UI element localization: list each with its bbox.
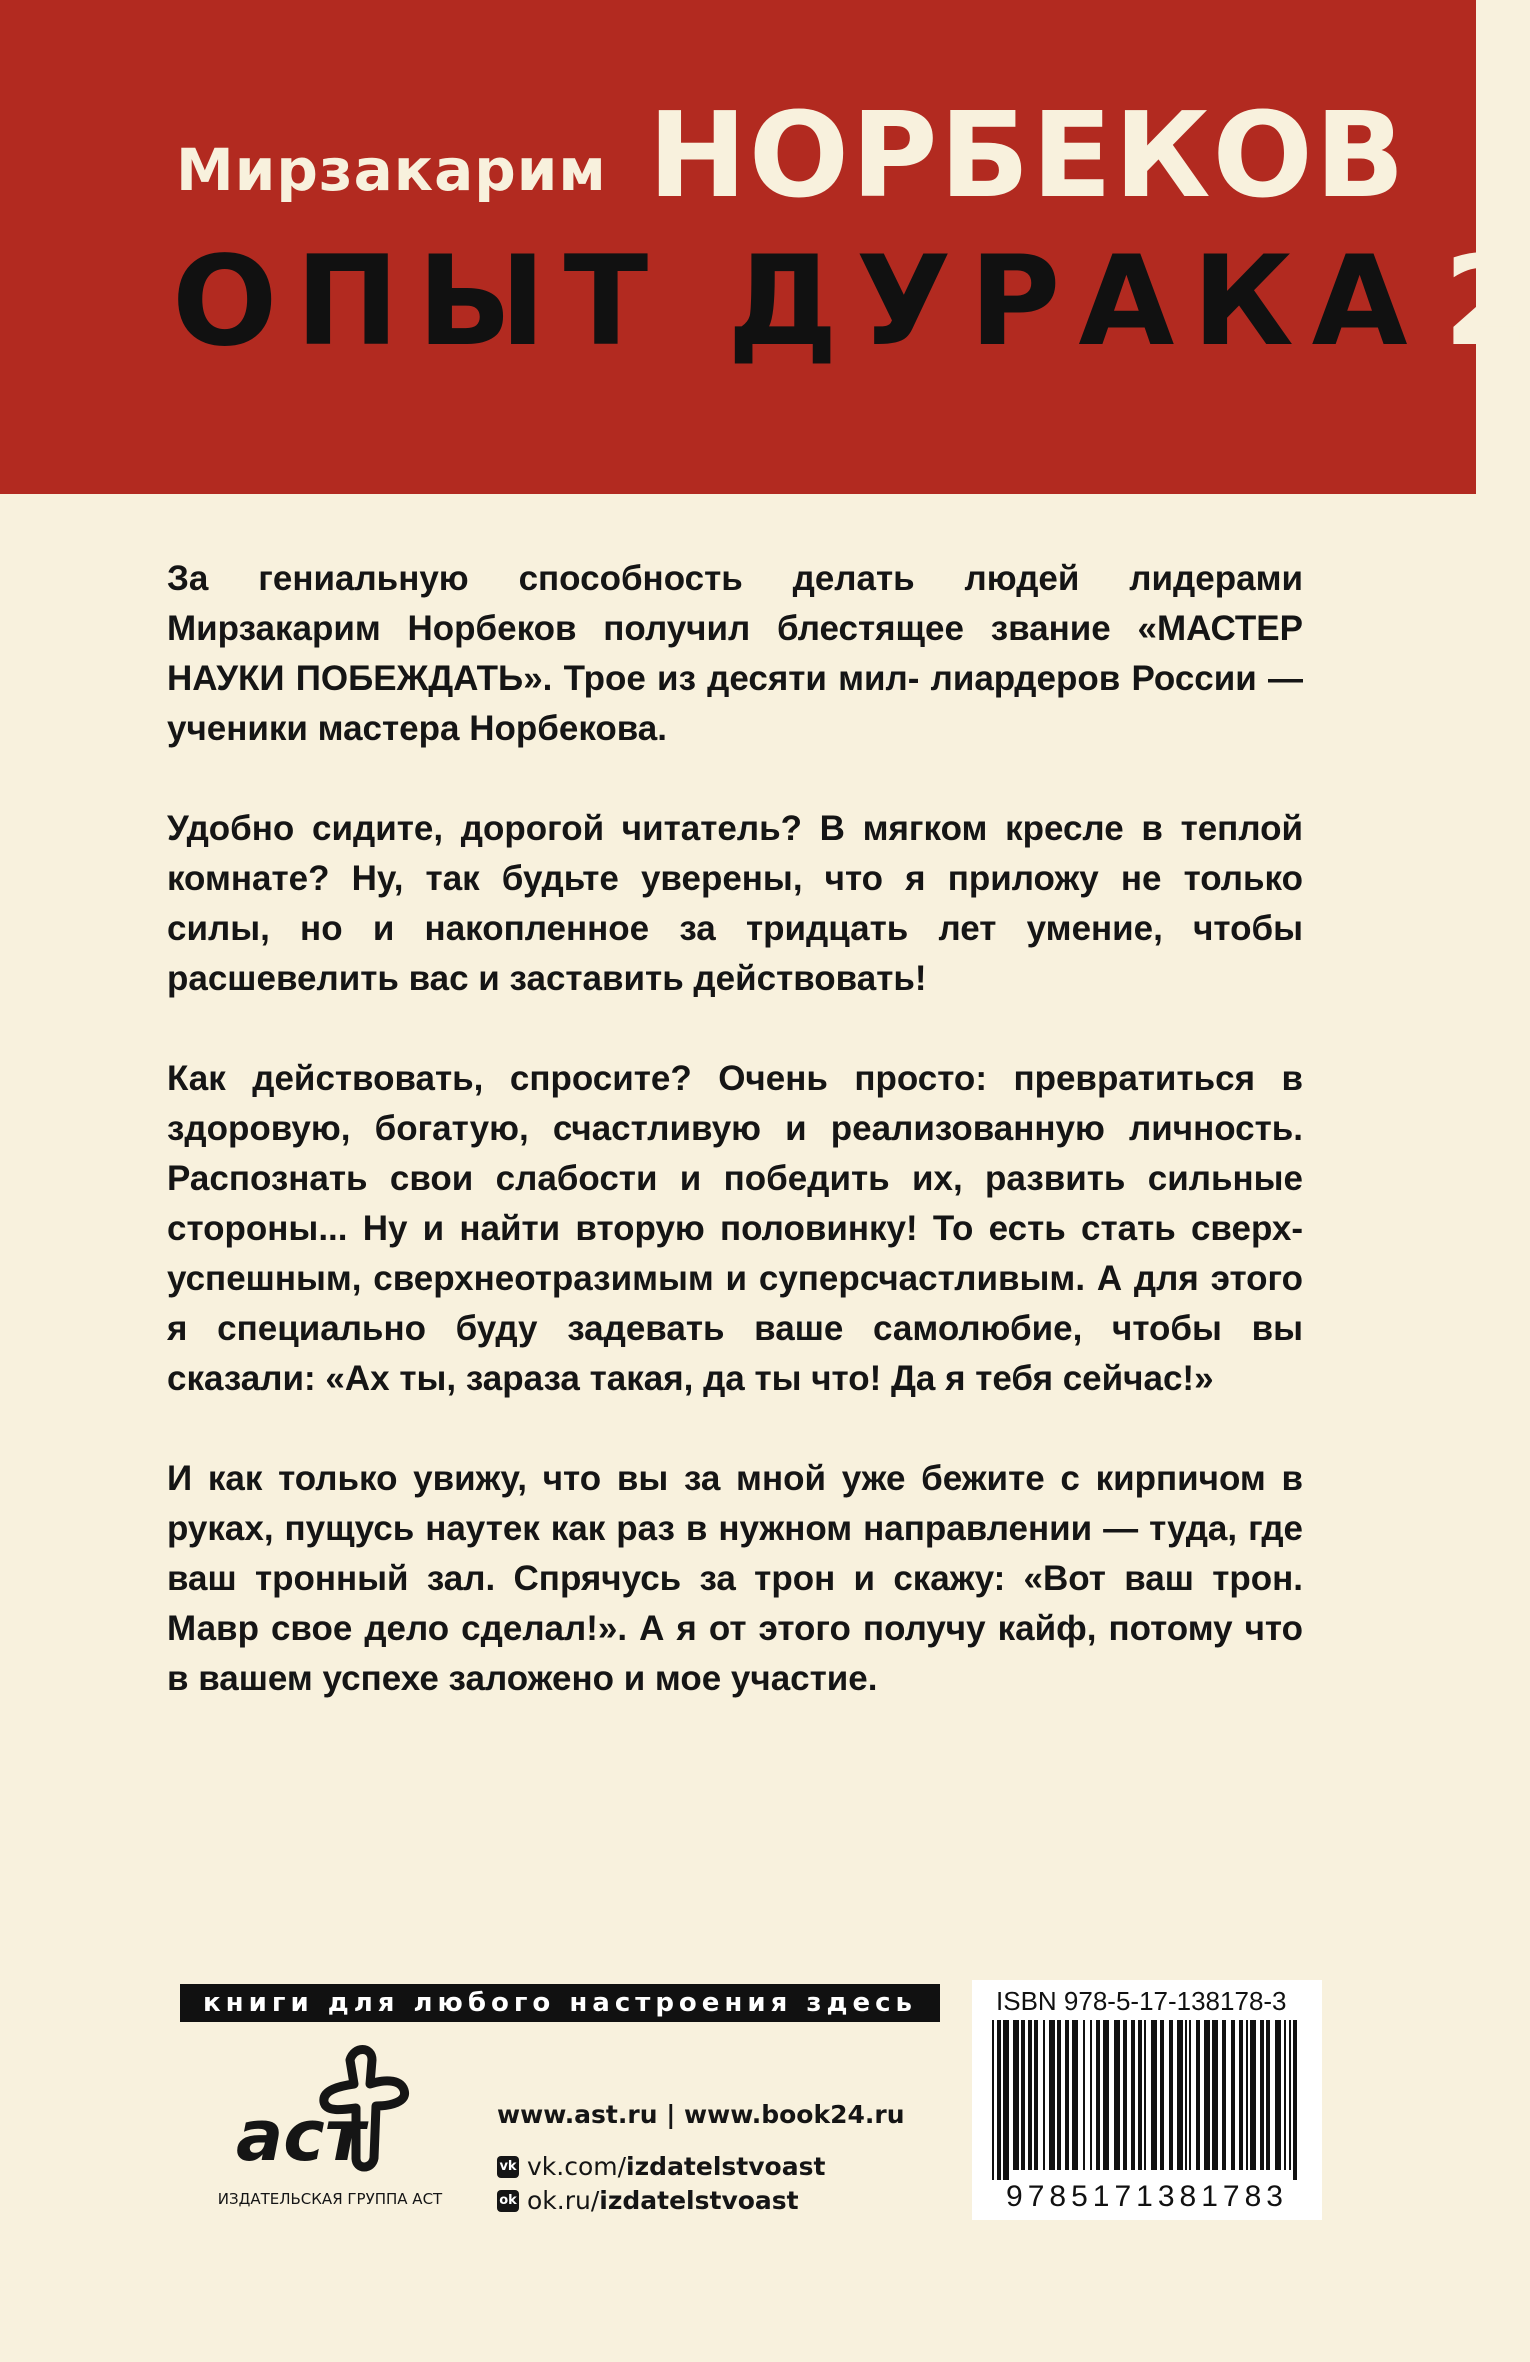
barcode-bar — [1239, 2020, 1243, 2170]
book-title — [172, 230, 1530, 374]
vk-prefix: vk.com/ — [527, 2152, 627, 2181]
barcode-bar — [1057, 2020, 1061, 2170]
barcode-bar — [997, 2020, 1001, 2180]
cover-header — [0, 0, 1530, 494]
barcode-bar — [1293, 2020, 1297, 2180]
barcode-bar — [1266, 2020, 1270, 2170]
barcode-bar — [1275, 2020, 1281, 2170]
barcode-bar — [1034, 2020, 1038, 2170]
barcode-bar — [1177, 2020, 1183, 2170]
paragraph: И как только увижу, что вы за мной уже бежите с кирпичом в руках, пущусь наутек как раз в нужном направлении — туда, где ваш тронный зал. Спрячусь за трон и скажу: «Вот ваш трон. Мавр свое дело сделал!». А я от этого получу кайф, потому что в вашем успехе заложено и мое участие. — [167, 1459, 1303, 1698]
barcode-bar — [1250, 2020, 1256, 2170]
barcode-bar — [1169, 2020, 1173, 2170]
barcode-bar — [1151, 2020, 1157, 2170]
websites[interactable]: www.ast.ru | www.book24.ru — [497, 2100, 905, 2129]
ok-icon: ok — [497, 2190, 519, 2212]
isbn-label: ISBN 978-5-17-138178-3 — [996, 1986, 1287, 2016]
barcode-box — [972, 1980, 1322, 2220]
ok-handle: izdatelstvoast — [599, 2186, 799, 2215]
publisher-name: ИЗДАТЕЛЬСКАЯ ГРУППА АСТ — [217, 2190, 443, 2208]
barcode-bar — [1114, 2020, 1120, 2170]
barcode-bar — [1144, 2020, 1146, 2170]
paragraph: За гениальную способность делать людей лидерами Мирзакарим Норбеков получил блестящее звание «МАСТЕР НАУКИ ПОБЕЖДАТЬ». Трое из десяти мил- лиардеров России — ученики мастера Норбекова. — [167, 559, 1303, 748]
paragraph: Как действовать, спросите? Очень просто: превратиться в здоровую, богатую, счастливую и реализованную личность. Распознать свои слабости и победить их, развить сильные стороны... Ну и найти вторую половинку! То есть стать сверхуспешным, сверхнеотразимым и суперсчастливым. А для этого я специально буду задевать ваше самолюбие, чтобы вы сказали: «Ах ты, зараза такая, да ты что! Да я тебя сейчас!» — [167, 1059, 1303, 1398]
author-last-name: НОРБЕКОВ — [648, 86, 1407, 224]
ok-prefix: ok.ru/ — [527, 2186, 600, 2215]
barcode-bar — [1043, 2020, 1045, 2170]
barcode-bar — [1284, 2020, 1286, 2170]
barcode-bar — [1189, 2020, 1191, 2170]
barcode-bar — [1049, 2020, 1055, 2170]
barcode-bar — [1083, 2020, 1085, 2170]
book-title-number: 2 — [1443, 230, 1530, 374]
paragraph: Удобно сидите, дорогой читатель? В мягком кресле в теплой комнате? Ну, так будьте уверены, что я приложу не только силы, но и накопленное за тридцать лет умение, чтобы расшевелить вас и заставить действовать! — [167, 809, 1303, 998]
barcode-bar — [1065, 2020, 1069, 2170]
author-first-name: Мирзакарим — [176, 136, 607, 204]
barcode-bar — [1260, 2020, 1264, 2170]
barcode-bar — [1138, 2020, 1142, 2170]
barcode-number: 9785171381783 — [1006, 2180, 1288, 2213]
barcode-bar — [1289, 2020, 1291, 2170]
barcode-bar — [1003, 2020, 1009, 2180]
barcode-bar — [1204, 2020, 1210, 2170]
barcode-bar — [1028, 2020, 1032, 2170]
ast-logo — [232, 2040, 422, 2180]
barcode-bar — [1072, 2020, 1078, 2170]
barcode-bar — [1131, 2020, 1135, 2170]
barcode-bar — [1196, 2020, 1200, 2170]
annotation-text — [167, 554, 1303, 1754]
barcode-bar — [992, 2020, 994, 2180]
barcode-bar — [1246, 2020, 1248, 2170]
barcode — [986, 2020, 1308, 2180]
logo-text: аст — [236, 2095, 366, 2177]
barcode-bar — [1123, 2020, 1127, 2170]
barcode-bar — [1021, 2020, 1025, 2170]
barcode-bar — [1160, 2020, 1164, 2170]
vk-icon: vk — [497, 2156, 519, 2178]
barcode-bar — [1222, 2020, 1226, 2170]
barcode-bar — [1096, 2020, 1100, 2170]
book-title-main: ОПЫТ ДУРАКА — [172, 230, 1426, 374]
vk-link[interactable] — [497, 2152, 825, 2181]
barcode-bar — [1212, 2020, 1218, 2170]
barcode-bar — [1013, 2020, 1019, 2170]
barcode-bar — [1103, 2020, 1109, 2170]
slogan-banner: книги для любого настроения здесь — [180, 1984, 940, 2022]
barcode-bar — [1185, 2020, 1187, 2170]
barcode-bar — [1231, 2020, 1235, 2170]
vk-handle: izdatelstvoast — [626, 2152, 826, 2181]
barcode-bar — [1090, 2020, 1092, 2170]
ok-link[interactable] — [497, 2186, 799, 2215]
